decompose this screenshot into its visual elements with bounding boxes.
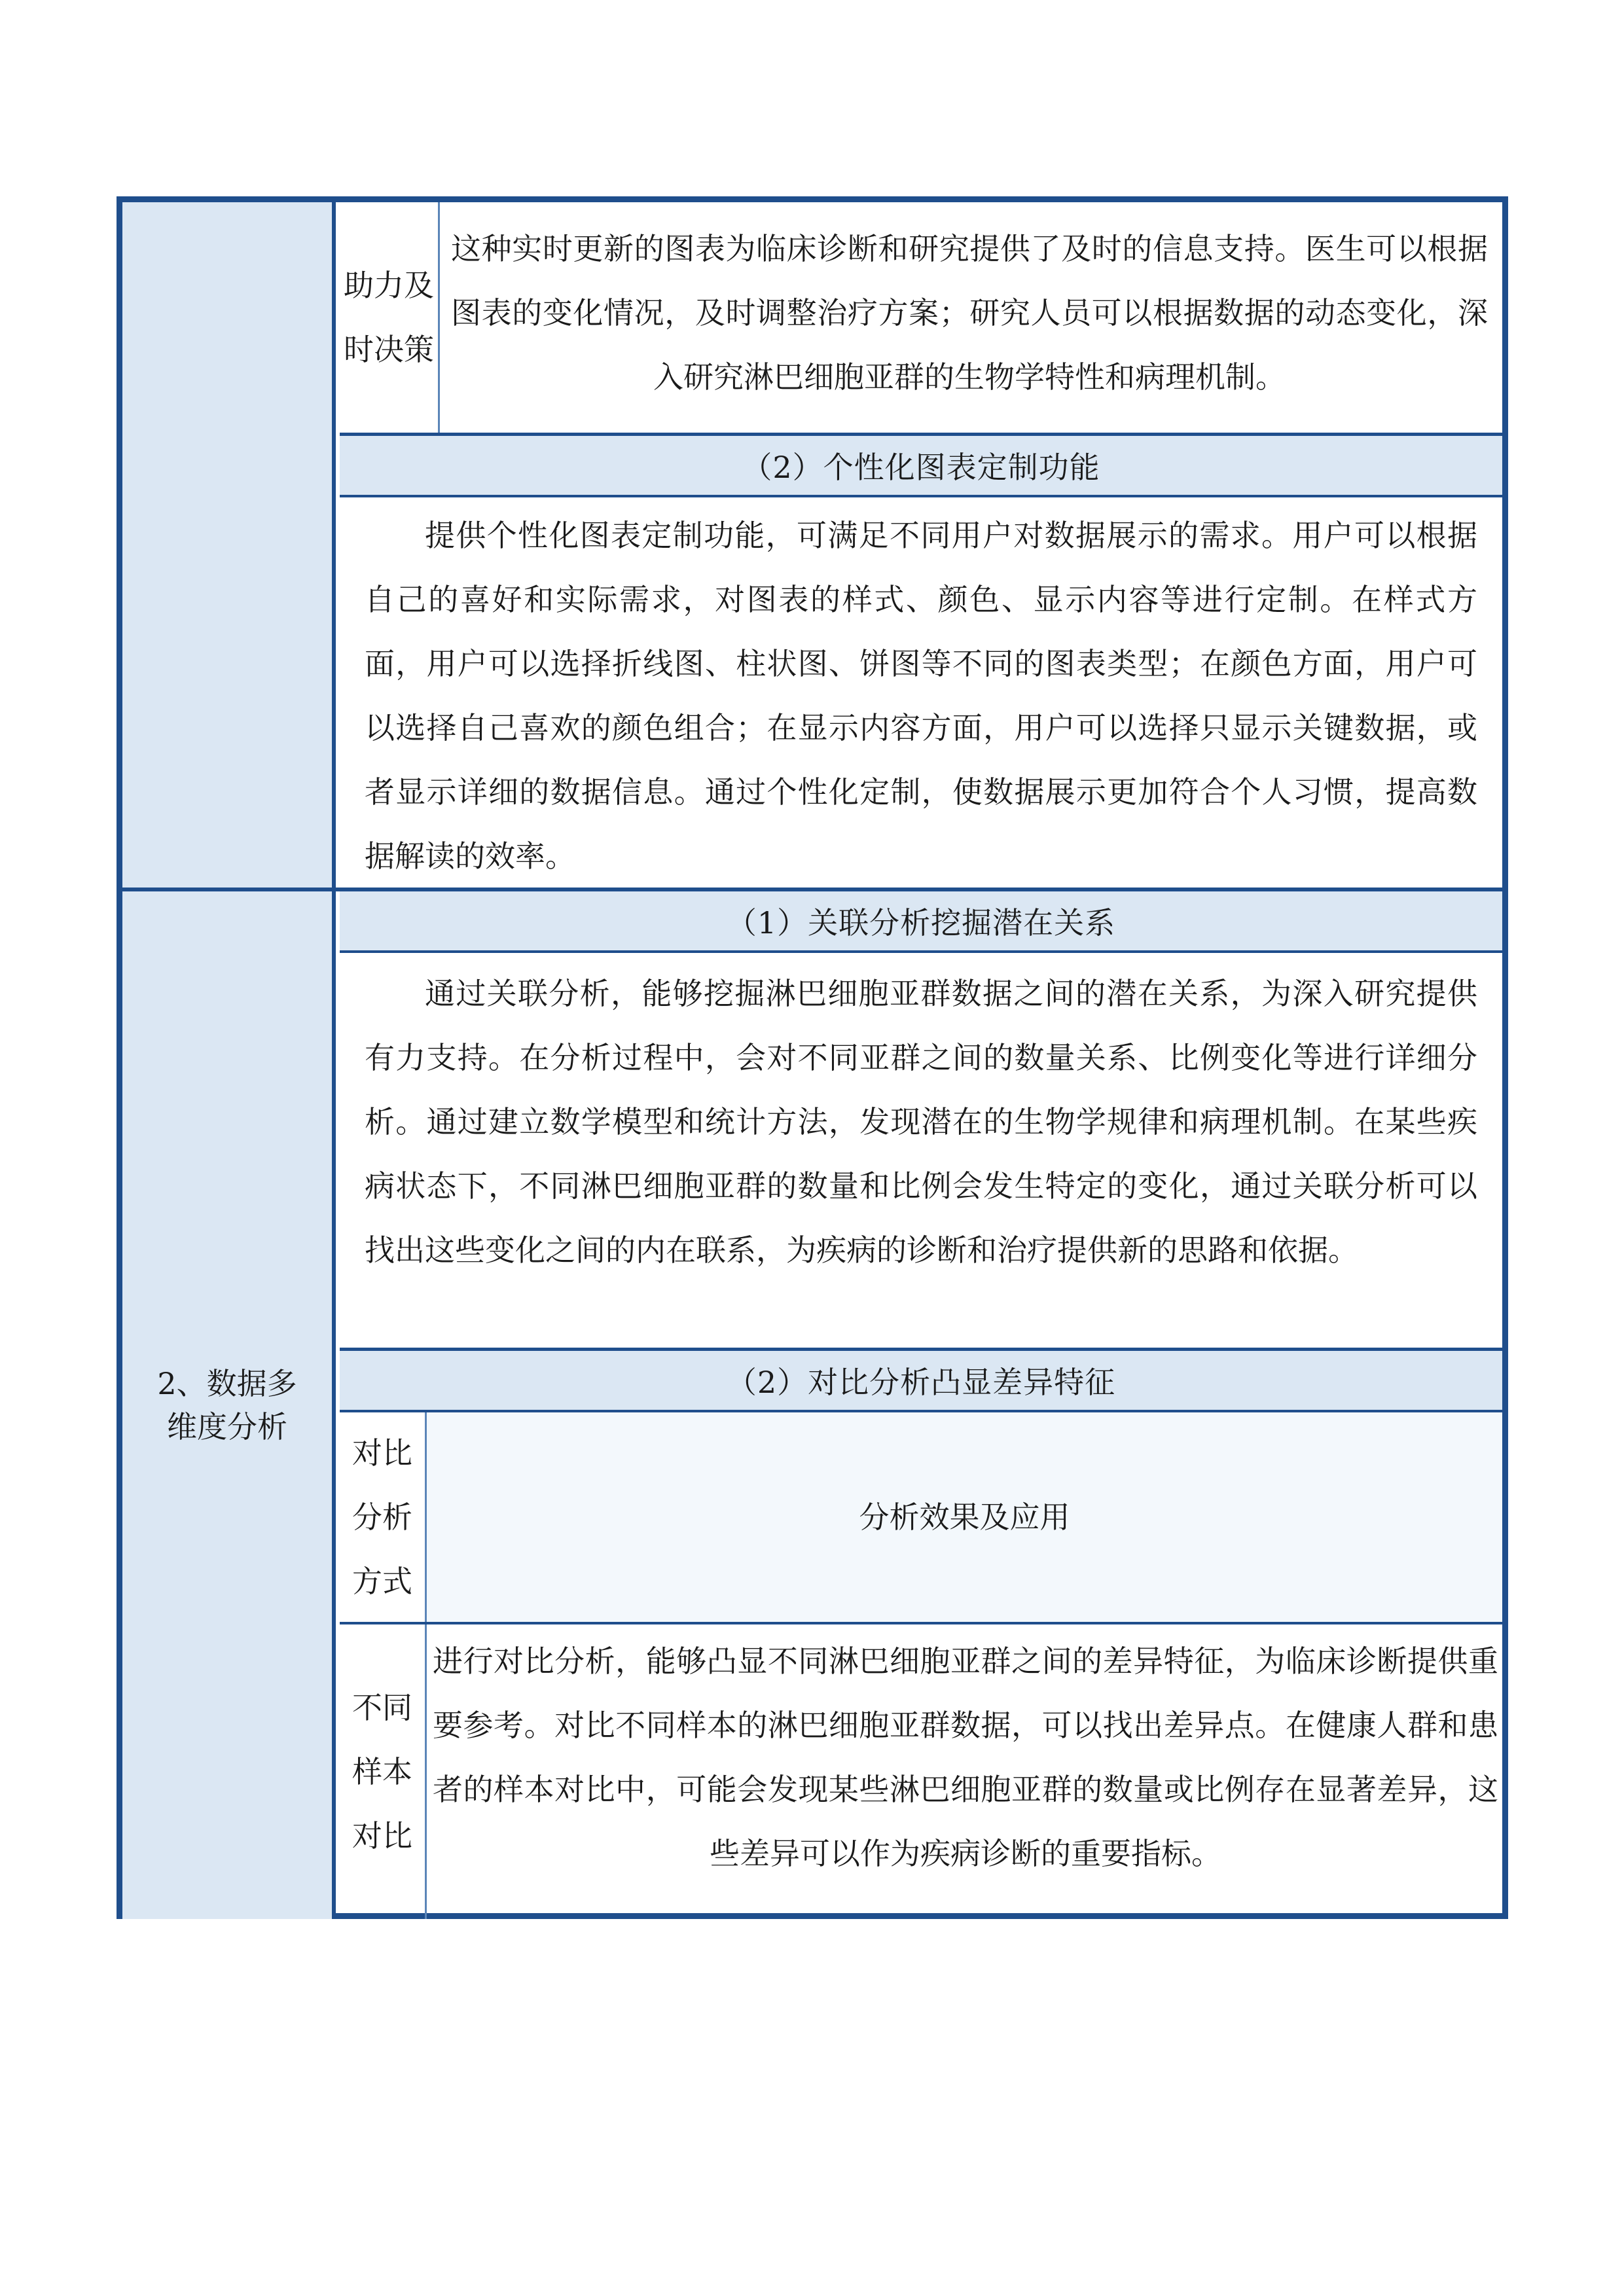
assoc-section-header: （1）关联分析挖掘潜在关系 <box>340 891 1502 950</box>
row1-sub-label: 助力及时决策 <box>344 268 434 367</box>
compare-section-header: （2）对比分析凸显差异特征 <box>340 1351 1502 1410</box>
assoc-section-text: 通过关联分析，能够挖掘淋巴细胞亚群数据之间的潜在关系，为深入研究提供有力支持。在分析过程中，会对不同亚群之间的数量关系、比例变化等进行详细分析。通过建立数学模型和统计方法，发现潜在的生物学规律和病理机制。在某些疾病状态下，不同淋巴细胞亚群的数量和比例会发生特定的变化，通过关联分析可以找出这些变化之间的内在联系，为疾病的诊断和治疗提供新的思路和依据。 <box>365 976 1477 1268</box>
compare-row-text: 进行对比分析，能够凸显不同淋巴细胞亚群之间的差异特征，为临床诊断提供重要参考。对比不同样本的淋巴细胞亚群数据，可以找出差异点。在健康人群和患者的样本对比中，可能会发现某些淋巴细胞亚群的数量或比例存在显著差异，这些差异可以作为疾病诊断的重要指标。 <box>433 1643 1498 1871</box>
group2-label-cell <box>122 891 336 1919</box>
compare-col-method: 对比分析方式 <box>352 1435 412 1599</box>
group1-left-cell <box>122 202 336 888</box>
row1-text: 这种实时更新的图表为临床诊断和研究提供了及时的信息支持。医生可以根据图表的变化情况，及时调整治疗方案；研究人员可以根据数据的动态变化，深入研究淋巴细胞亚群的生物学特性和病理机制。 <box>451 231 1488 395</box>
compare-col-effect: 分析效果及应用 <box>427 1412 1502 1622</box>
compare-header-row-bottom <box>340 1622 1502 1624</box>
group2-label: 2、数据多维度分析 <box>157 1366 297 1444</box>
custom-section-text: 提供个性化图表定制功能，可满足不同用户对数据展示的需求。用户可以根据自己的喜好和实际需求，对图表的样式、颜色、显示内容等进行定制。在样式方面，用户可以选择折线图、柱状图、饼图等不同的图表类型；在颜色方面，用户可以选择自己喜欢的颜色组合；在显示内容方面，用户可以选择只显示关键数据，或者显示详细的数据信息。通过个性化定制，使数据展示更加符合个人习惯，提高数据解读的效率。 <box>365 518 1477 874</box>
content-table <box>117 196 1508 1919</box>
assoc-header-bottom-line <box>340 950 1502 953</box>
custom-section-header: （2）个性化图表定制功能 <box>340 436 1502 495</box>
compare-row-divider <box>425 1624 427 1919</box>
custom-header-bottom-line <box>340 495 1502 497</box>
compare-row-label: 不同样本对比 <box>352 1690 412 1854</box>
row1-divider <box>438 202 440 433</box>
